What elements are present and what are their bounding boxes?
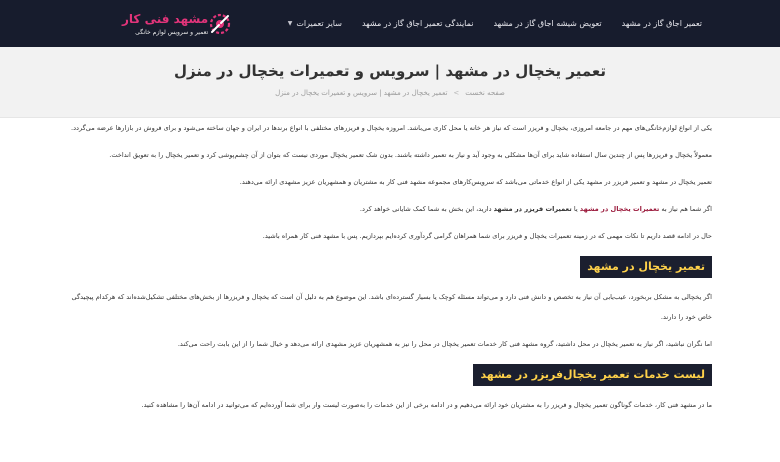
paragraph xyxy=(64,199,712,219)
logo-title: مشهد فنی کار xyxy=(122,11,209,26)
paragraph: معمولاً یخچال و فریزرها پس از چندین سال استفاده شاید برای آن‌ها مشکلی به وجود آید و نیاز به تعمیر داشته باشند. بدون شک تعمیر یخچال موردی نیست که بتوان از آن چشم‌پوشی کرد و تعمیر یخچال را به تعویق انداخت. xyxy=(109,151,712,159)
breadcrumb-separator: > xyxy=(453,89,460,97)
paragraph: حال در ادامه قصد داریم تا نکات مهمی که در زمینه تعمیرات یخچال و فریزر برای شما همراهان گرامی گردآوری کرده‌ایم بپردازیم. پس با مشهد فنی کار همراه باشید. xyxy=(262,232,712,240)
breadcrumb-current: تعمیر یخچال در مشهد | سرویس و تعمیرات یخچال در منزل xyxy=(275,89,448,97)
nav-item-stove-agency[interactable] xyxy=(352,19,484,28)
article-body xyxy=(64,118,712,422)
chevron-down-icon: ▼ xyxy=(287,20,293,27)
page-title: تعمیر یخچال در مشهد | سرویس و تعمیرات یخچال در منزل xyxy=(173,62,607,80)
logo-subtitle: تعمیر و سرویس لوازم خانگی xyxy=(135,28,209,36)
site-header xyxy=(0,0,780,47)
paragraph: اما نگران نباشید، اگر نیاز به تعمیر یخچال در محل داشتید، گروه مشهد فنی کار خدمات تعمیر یخچال در محل را نیز به همشهریان عزیز مشهدی ارائه می‌دهد و خیال شما را از این بابت راحت می‌کند. xyxy=(177,340,712,348)
nav-item-stove-glass-replacement[interactable] xyxy=(483,19,611,28)
wrench-gear-icon xyxy=(208,12,232,36)
refrigerator-repair-link[interactable]: تعمیرات یخچال در مشهد xyxy=(579,205,660,213)
section-heading: تعمیر یخچال در مشهد xyxy=(580,256,712,278)
text-run: یا xyxy=(571,205,580,213)
breadcrumb-home[interactable]: صفحه نخست xyxy=(465,89,505,97)
site-logo[interactable] xyxy=(122,6,238,42)
breadcrumb xyxy=(0,89,780,97)
section-heading: لیست خدمات تعمیر یخچال‌فریزر در مشهد xyxy=(473,364,712,386)
nav-item-label: نمایندگی تعمیر اجاق گاز در مشهد xyxy=(361,19,474,28)
paragraph: یکی از انواع لوازم‌خانگی‌های مهم در جامعه امروزی، یخچال و فریزر است که نیاز هر خانه یا محل کاری می‌باشد. امروزه یخچال و فریزرهای مختلفی با انواع برندها در ایران و جهان ساخته می‌شود و برای فروش در بازارها عرضه می‌گردد. xyxy=(71,124,712,132)
logo-text xyxy=(122,12,208,37)
paragraph: اگر یخچالی به مشکل بربخورد، عیب‌یابی آن نیاز به تخصص و دانش فنی دارد و می‌تواند مسئله کوچک یا بسیار گسترده‌ای باشد. این موضوع هم به دلیل آن است که یخچال و فریزرها از بخش‌های مختلفی تشکیل‌شده‌اند که هرکدام پیچیدگی خاص خود را دارند. xyxy=(71,293,712,321)
bold-text: تعمیرات فریزر در مشهد xyxy=(493,205,572,213)
nav-item-other-repairs[interactable] xyxy=(278,19,352,28)
text-run: دارید، این بخش به شما کمک شایانی خواهد کرد. xyxy=(359,205,494,213)
page-title-bar xyxy=(0,47,780,118)
nav-item-label: تعمیر اجاق گاز در مشهد xyxy=(621,19,702,28)
paragraph: ما در مشهد فنی کار، خدمات گوناگون تعمیر یخچال و فریزر را به مشتریان خود ارائه می‌دهیم و در ادامه برخی از این خدمات را به‌صورت لیست وار برای شما آورده‌ایم که می‌توانید در ادامه آن‌ها را مشاهده کنید. xyxy=(141,401,712,409)
nav-item-gas-stove-repair[interactable] xyxy=(612,19,712,28)
text-run: اگر شما هم نیاز به xyxy=(659,205,712,213)
paragraph: تعمیر یخچال در مشهد و تعمیر فریزر در مشهد یکی از انواع خدماتی می‌باشد که سرویس‌کارهای مجموعه مشهد فنی کار به مشتریان و همشهریان عزیز مشهدی ارائه می‌دهند. xyxy=(239,178,712,186)
main-nav xyxy=(278,0,712,47)
nav-item-label: تعویض شیشه اجاق گاز در مشهد xyxy=(493,19,602,28)
nav-item-label: سایر تعمیرات xyxy=(296,19,342,28)
